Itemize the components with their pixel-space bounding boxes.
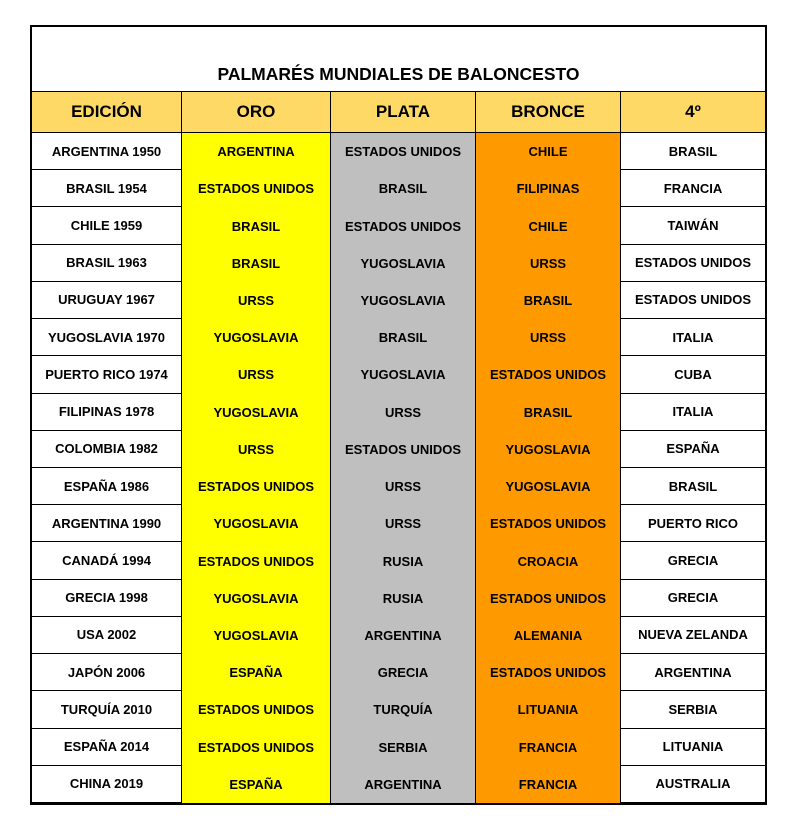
- table-cell-bronze: URSS: [476, 245, 621, 282]
- table-cell-edition: PUERTO RICO 1974: [32, 356, 182, 393]
- table-cell-silver: BRASIL: [331, 170, 476, 207]
- table-cell-silver: URSS: [331, 505, 476, 542]
- table-cell-fourth: BRASIL: [621, 133, 765, 170]
- table-cell-edition: TURQUÍA 2010: [32, 691, 182, 728]
- table-cell-bronze: BRASIL: [476, 282, 621, 319]
- table-cell-fourth: ARGENTINA: [621, 654, 765, 691]
- table-cell-silver: GRECIA: [331, 654, 476, 691]
- table-cell-edition: CHINA 2019: [32, 766, 182, 803]
- table-cell-fourth: TAIWÁN: [621, 207, 765, 244]
- table-cell-fourth: ITALIA: [621, 394, 765, 431]
- table-cell-bronze: ESTADOS UNIDOS: [476, 356, 621, 393]
- column-header-edition: EDICIÓN: [32, 92, 182, 133]
- table-cell-bronze: ESTADOS UNIDOS: [476, 654, 621, 691]
- table-cell-gold: YUGOSLAVIA: [182, 505, 331, 542]
- table-cell-gold: ESTADOS UNIDOS: [182, 542, 331, 579]
- table-cell-gold: YUGOSLAVIA: [182, 617, 331, 654]
- table-cell-silver: RUSIA: [331, 580, 476, 617]
- table-cell-bronze: BRASIL: [476, 394, 621, 431]
- table-cell-edition: BRASIL 1963: [32, 245, 182, 282]
- table-cell-gold: YUGOSLAVIA: [182, 394, 331, 431]
- table-cell-gold: BRASIL: [182, 245, 331, 282]
- table-cell-edition: FILIPINAS 1978: [32, 394, 182, 431]
- table-cell-silver: TURQUÍA: [331, 691, 476, 728]
- table-cell-gold: ESTADOS UNIDOS: [182, 691, 331, 728]
- table-cell-gold: BRASIL: [182, 207, 331, 244]
- table-cell-bronze: URSS: [476, 319, 621, 356]
- table-cell-fourth: ESTADOS UNIDOS: [621, 282, 765, 319]
- table-cell-bronze: CHILE: [476, 133, 621, 170]
- table-cell-edition: CANADÁ 1994: [32, 542, 182, 579]
- table-cell-bronze: LITUANIA: [476, 691, 621, 728]
- table-cell-fourth: GRECIA: [621, 542, 765, 579]
- table-cell-edition: USA 2002: [32, 617, 182, 654]
- column-header-bronze: BRONCE: [476, 92, 621, 133]
- table-cell-gold: ARGENTINA: [182, 133, 331, 170]
- table-cell-bronze: ESTADOS UNIDOS: [476, 580, 621, 617]
- table-cell-silver: BRASIL: [331, 319, 476, 356]
- table-cell-edition: BRASIL 1954: [32, 170, 182, 207]
- table-cell-gold: ESTADOS UNIDOS: [182, 468, 331, 505]
- table-cell-silver: SERBIA: [331, 729, 476, 766]
- table-cell-edition: COLOMBIA 1982: [32, 431, 182, 468]
- table-title: PALMARÉS MUNDIALES DE BALONCESTO: [32, 27, 765, 92]
- table-cell-gold: YUGOSLAVIA: [182, 319, 331, 356]
- table-cell-silver: ARGENTINA: [331, 617, 476, 654]
- table-cell-edition: URUGUAY 1967: [32, 282, 182, 319]
- table-cell-bronze: FRANCIA: [476, 729, 621, 766]
- column-header-gold: ORO: [182, 92, 331, 133]
- table-cell-silver: RUSIA: [331, 542, 476, 579]
- table-cell-bronze: CHILE: [476, 207, 621, 244]
- table-cell-silver: ESTADOS UNIDOS: [331, 133, 476, 170]
- table-cell-gold: ESPAÑA: [182, 654, 331, 691]
- table-cell-bronze: ESTADOS UNIDOS: [476, 505, 621, 542]
- table-cell-bronze: YUGOSLAVIA: [476, 468, 621, 505]
- table-cell-gold: URSS: [182, 282, 331, 319]
- table-cell-fourth: LITUANIA: [621, 729, 765, 766]
- table-cell-silver: ESTADOS UNIDOS: [331, 431, 476, 468]
- table-cell-fourth: ESPAÑA: [621, 431, 765, 468]
- table-cell-fourth: ITALIA: [621, 319, 765, 356]
- table-cell-fourth: GRECIA: [621, 580, 765, 617]
- table-cell-edition: ARGENTINA 1950: [32, 133, 182, 170]
- table-cell-fourth: PUERTO RICO: [621, 505, 765, 542]
- table-cell-gold: YUGOSLAVIA: [182, 580, 331, 617]
- table-cell-gold: URSS: [182, 356, 331, 393]
- table-cell-fourth: NUEVA ZELANDA: [621, 617, 765, 654]
- table-cell-fourth: CUBA: [621, 356, 765, 393]
- table-cell-edition: GRECIA 1998: [32, 580, 182, 617]
- column-header-silver: PLATA: [331, 92, 476, 133]
- table-cell-fourth: FRANCIA: [621, 170, 765, 207]
- table-cell-fourth: SERBIA: [621, 691, 765, 728]
- table-cell-edition: ESPAÑA 1986: [32, 468, 182, 505]
- table-cell-silver: ARGENTINA: [331, 766, 476, 803]
- table-cell-silver: ESTADOS UNIDOS: [331, 207, 476, 244]
- table-cell-gold: URSS: [182, 431, 331, 468]
- table-cell-fourth: ESTADOS UNIDOS: [621, 245, 765, 282]
- medal-table-sheet: [30, 25, 767, 805]
- table-cell-fourth: BRASIL: [621, 468, 765, 505]
- table-cell-bronze: ALEMANIA: [476, 617, 621, 654]
- table-cell-edition: ESPAÑA 2014: [32, 729, 182, 766]
- table-cell-gold: ESTADOS UNIDOS: [182, 729, 331, 766]
- table-cell-silver: YUGOSLAVIA: [331, 282, 476, 319]
- column-header-fourth: 4º: [621, 92, 765, 133]
- table-cell-gold: ESTADOS UNIDOS: [182, 170, 331, 207]
- table-cell-bronze: YUGOSLAVIA: [476, 431, 621, 468]
- table-cell-bronze: CROACIA: [476, 542, 621, 579]
- table-cell-edition: CHILE 1959: [32, 207, 182, 244]
- table-cell-silver: YUGOSLAVIA: [331, 356, 476, 393]
- table-cell-edition: ARGENTINA 1990: [32, 505, 182, 542]
- table-cell-silver: URSS: [331, 394, 476, 431]
- medal-table: [32, 92, 765, 803]
- table-cell-silver: URSS: [331, 468, 476, 505]
- table-cell-edition: JAPÓN 2006: [32, 654, 182, 691]
- table-cell-bronze: FILIPINAS: [476, 170, 621, 207]
- table-cell-fourth: AUSTRALIA: [621, 766, 765, 803]
- table-cell-edition: YUGOSLAVIA 1970: [32, 319, 182, 356]
- table-cell-bronze: FRANCIA: [476, 766, 621, 803]
- table-cell-silver: YUGOSLAVIA: [331, 245, 476, 282]
- table-cell-gold: ESPAÑA: [182, 766, 331, 803]
